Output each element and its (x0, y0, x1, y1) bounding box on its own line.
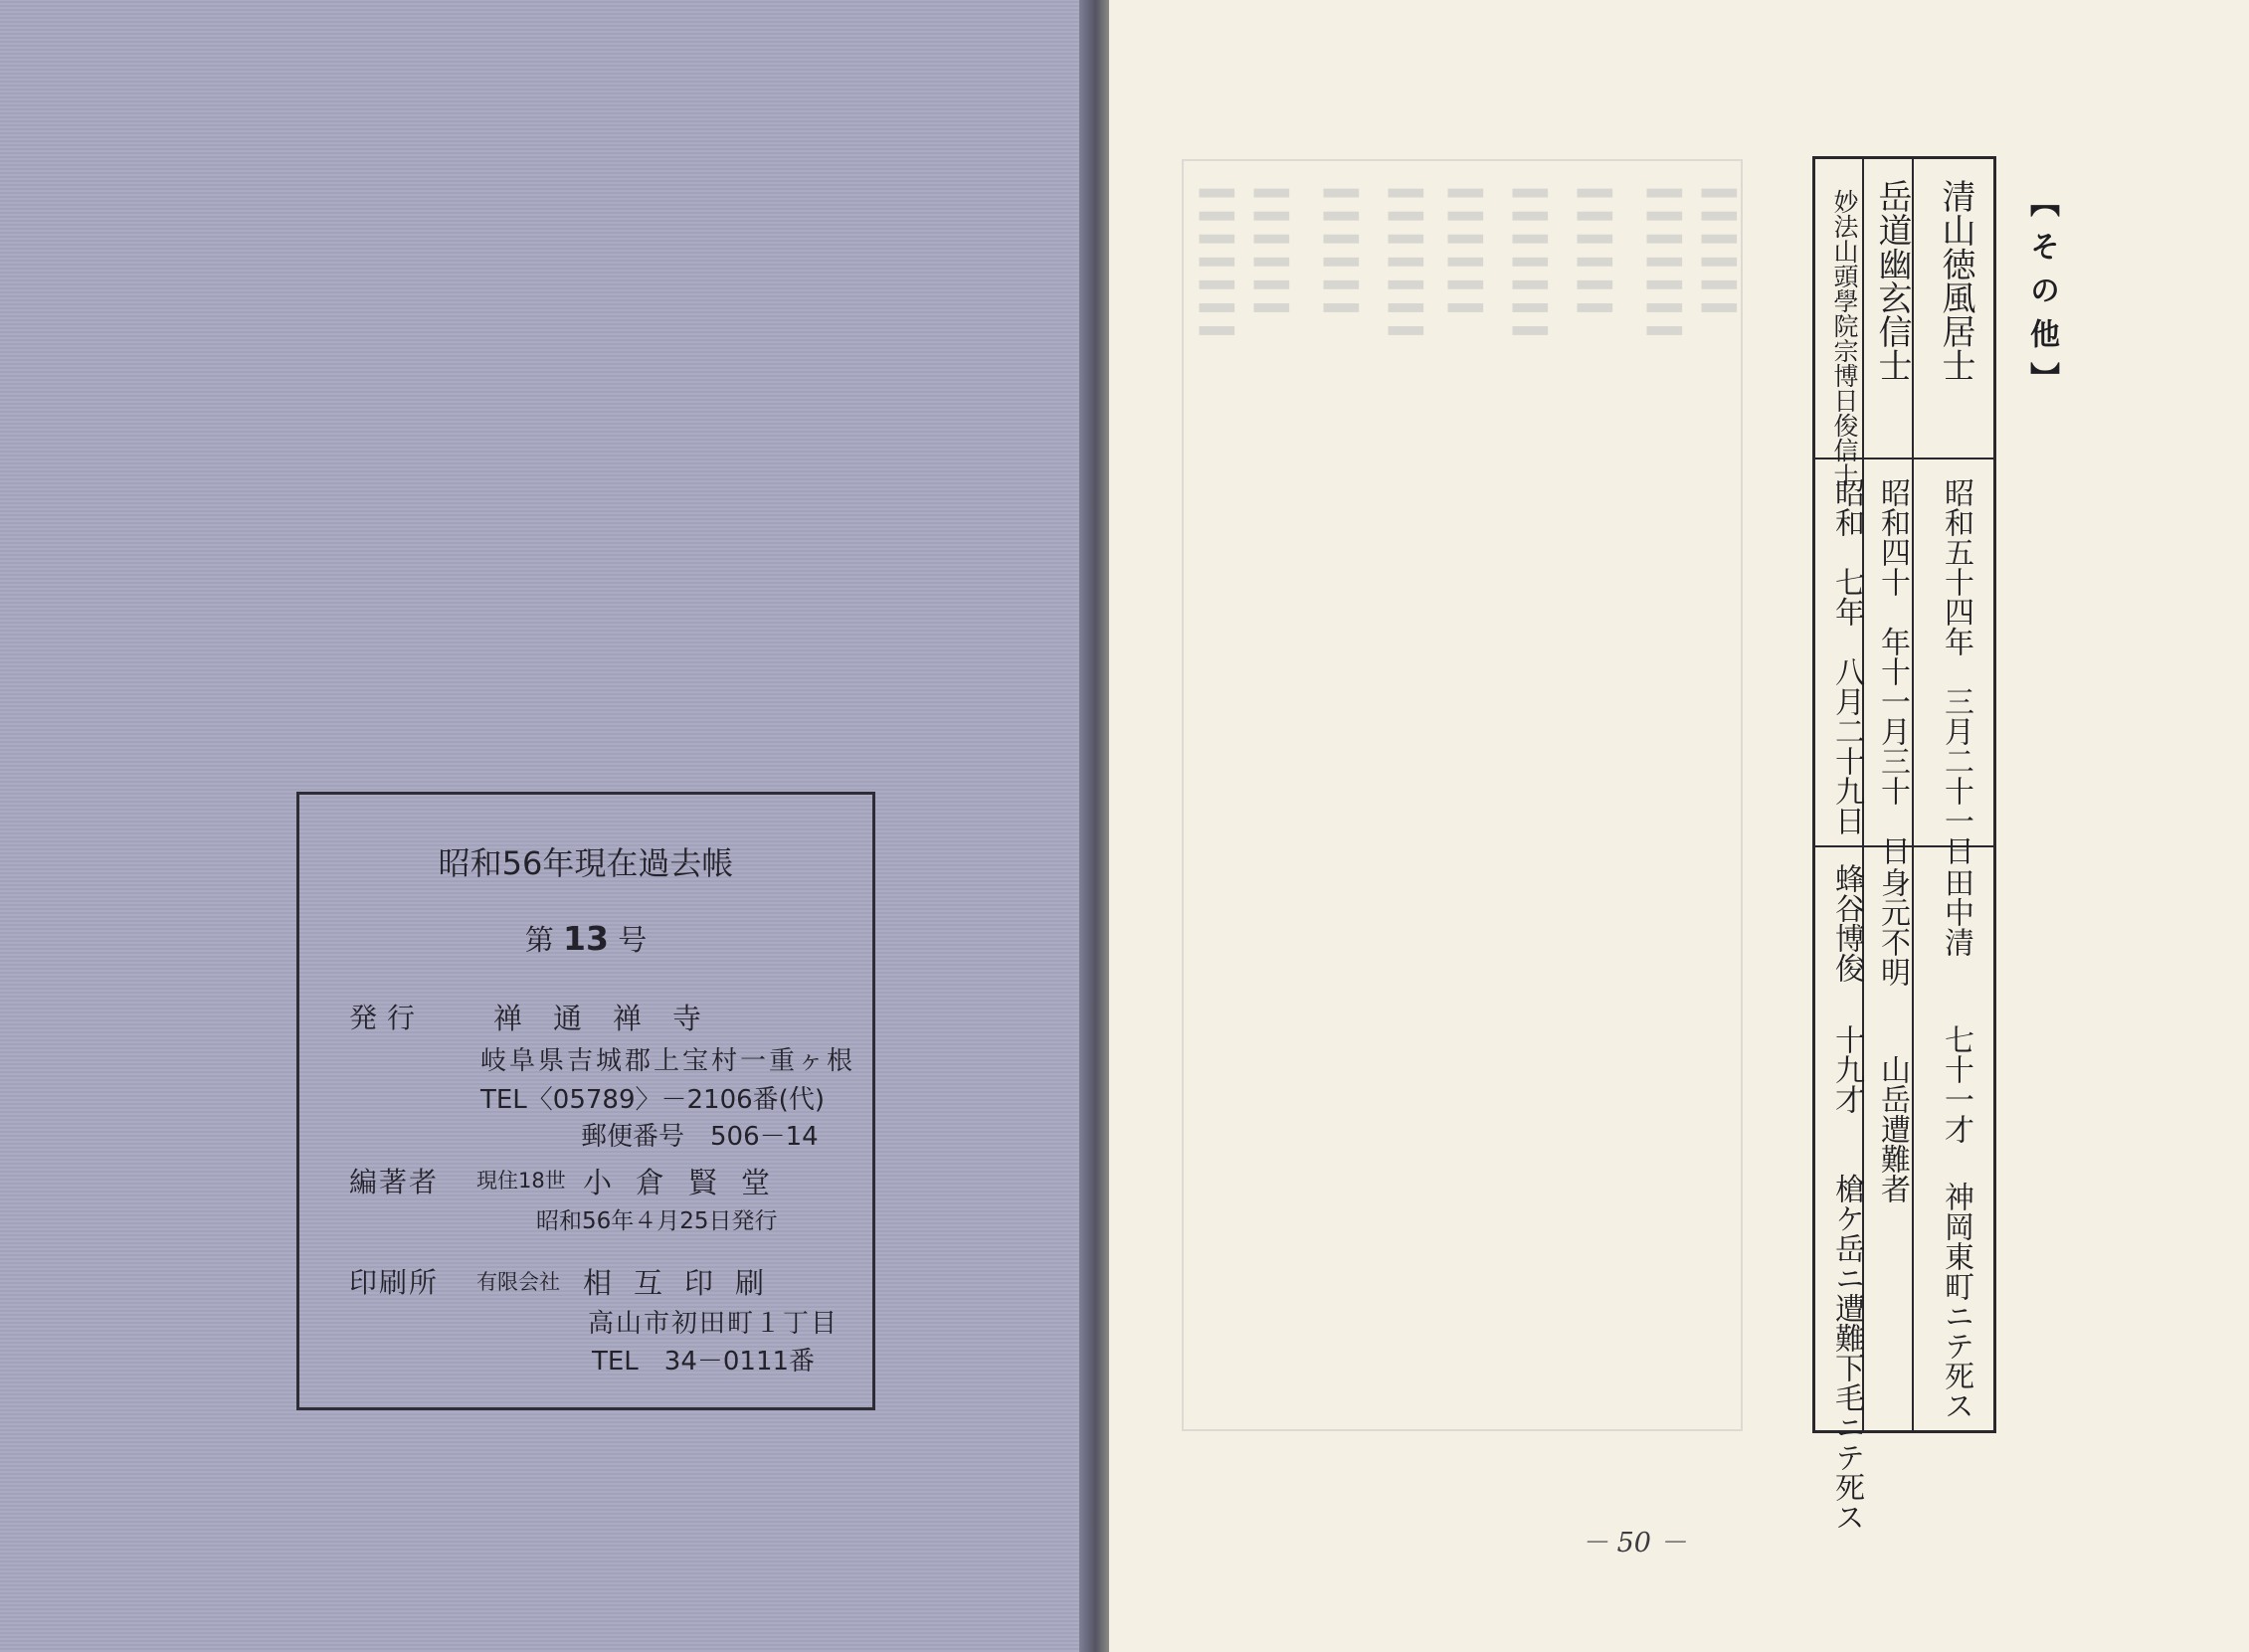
bleed-through-mark: ▍▍▍▍▍▍ (1253, 189, 1288, 327)
bleed-through-mark: ▍▍▍▍▍▍▍ (1512, 189, 1547, 350)
entry-3-note: 槍ケ岳ニ遭難下毛ニテ死ス (1829, 1174, 1864, 1532)
entry-3-name: 妙法山頭學院宗博日俊信士 (1830, 189, 1859, 487)
printer-company-type: 有限会社 (476, 1270, 560, 1294)
publisher-tel: TEL〈05789〉－2106番(代) (480, 1085, 825, 1115)
publish-date: 昭和56年４月25日発行 (536, 1208, 778, 1234)
printer-tel: TEL 34－0111番 (592, 1347, 816, 1377)
issue-suffix: 号 (618, 923, 648, 957)
bleed-through-mark: ▍▍▍▍▍▍▍ (1388, 189, 1422, 350)
entry-3-age: 十九才 (1829, 1024, 1864, 1114)
entry-2-note: 山岳遭難者 (1875, 1054, 1910, 1203)
editor-name: 小倉賢堂 (583, 1166, 795, 1199)
bleed-through-mark: ▍▍▍▍▍▍ (1577, 189, 1611, 327)
issue-value: 13 (563, 919, 609, 958)
entry-1-name: 清山徳風居士 (1936, 179, 1975, 382)
entry-2-date: 昭和四十 年十一月三十 日 (1875, 477, 1910, 865)
publisher-name: 禅通禅寺 (493, 1002, 733, 1035)
entry-2-name: 岳道幽玄信士 (1872, 179, 1912, 382)
colophon-box (296, 792, 875, 1410)
entry-3-date: 昭和 七年 八月二十九日 (1829, 477, 1864, 835)
entry-3-person: 蜂谷博俊 (1829, 863, 1864, 983)
entry-1-person: 田中清 (1939, 867, 1973, 957)
entry-1-note: 神岡東町ニテ死ス (1939, 1182, 1973, 1420)
publisher-postal: 郵便番号 506－14 (581, 1122, 819, 1152)
bleed-through-mark: ▍▍▍▍▍▍ (1323, 189, 1358, 327)
entry-1-date: 昭和五十四年 三月二十一日 (1939, 477, 1973, 865)
colophon-title: 昭和56年現在過去帳 (438, 844, 734, 882)
bleed-through-mark: ▍▍▍▍▍▍▍ (1199, 189, 1233, 350)
bleed-through-mark: ▍▍▍▍▍▍▍ (1646, 189, 1681, 350)
printer-label: 印刷所 (349, 1266, 440, 1299)
editor-label: 編著者 (349, 1166, 440, 1198)
printer-address: 高山市初田町１丁目 (588, 1309, 840, 1339)
bleed-through-mark: ▍▍▍▍▍▍ (1701, 189, 1736, 327)
editor-title: 現住18世 (476, 1169, 566, 1193)
printer-name: 相互印刷 (583, 1266, 787, 1300)
page-number: － 50 － (1582, 1528, 1687, 1559)
section-heading: 【その他】 (2024, 187, 2059, 406)
publisher-label: 発行 (349, 1002, 426, 1034)
issue-prefix: 第 (524, 923, 554, 957)
issue-number (299, 918, 872, 959)
bleed-through-mark: ▍▍▍▍▍▍ (1447, 189, 1482, 327)
entry-2-person: 身元不明 (1875, 867, 1910, 987)
entry-1-age: 七十一才 (1939, 1024, 1973, 1144)
book-gutter (1079, 0, 1109, 1652)
publisher-address: 岐阜県吉城郡上宝村一重ヶ根 (480, 1046, 856, 1076)
